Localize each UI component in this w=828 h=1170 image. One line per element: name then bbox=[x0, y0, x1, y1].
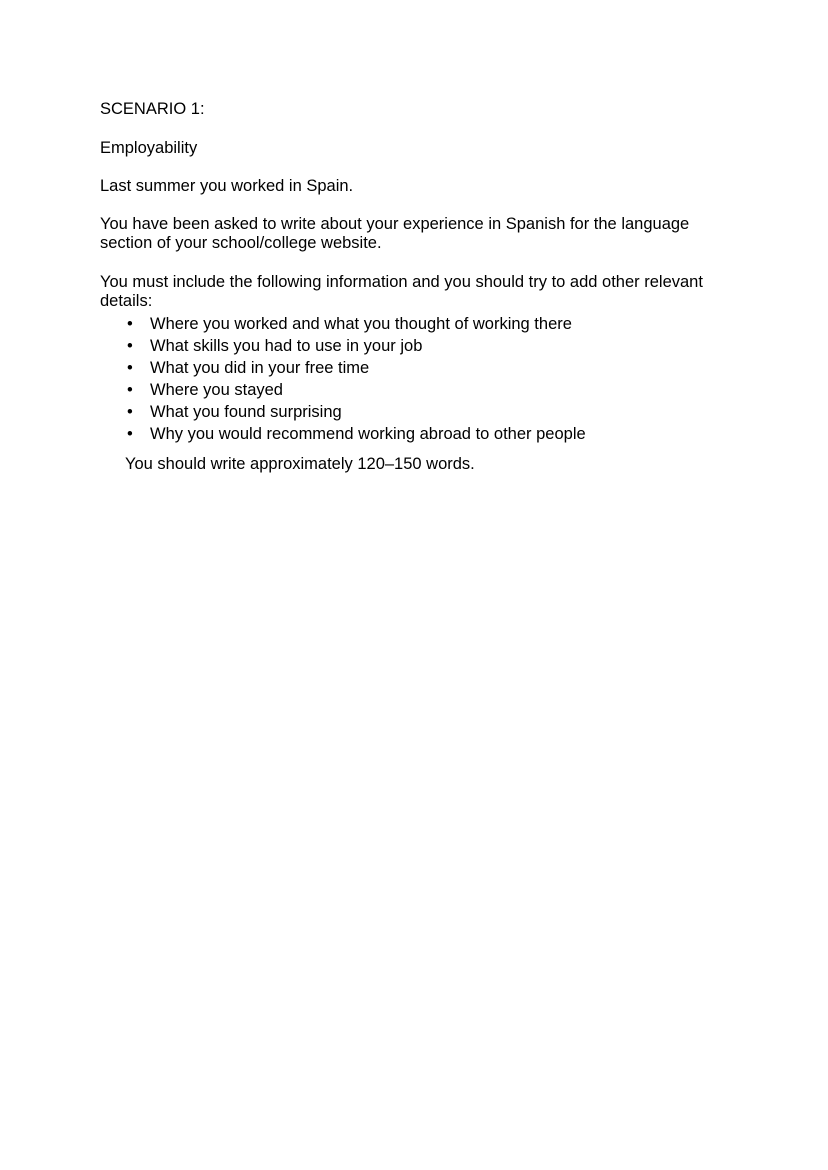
list-item-text: Where you stayed bbox=[150, 381, 283, 399]
list-item bbox=[100, 379, 586, 401]
requirements-list bbox=[100, 313, 586, 445]
task-paragraph bbox=[100, 215, 740, 253]
bullet-icon: • bbox=[127, 381, 133, 399]
intro-text: Last summer you worked in Spain. bbox=[100, 177, 354, 195]
bullet-icon: • bbox=[127, 315, 133, 333]
list-item-text: What skills you had to use in your job bbox=[150, 337, 423, 355]
list-item bbox=[100, 423, 586, 445]
list-item-text: What you did in your free time bbox=[150, 359, 370, 377]
task-line: section of your school/college website. bbox=[100, 234, 382, 252]
list-item-text: What you found surprising bbox=[150, 403, 342, 421]
bullet-icon: • bbox=[127, 403, 133, 421]
list-item bbox=[100, 313, 586, 335]
word-count-instruction: You should write approximately 120–150 words. bbox=[125, 455, 475, 473]
list-item bbox=[100, 401, 586, 423]
scenario-heading: SCENARIO 1: bbox=[100, 100, 205, 118]
list-item-text: Where you worked and what you thought of working there bbox=[150, 315, 572, 333]
bullet-icon: • bbox=[127, 425, 133, 443]
bullet-icon: • bbox=[127, 337, 133, 355]
task-line: You have been asked to write about your experience in Spanish for the language bbox=[100, 215, 690, 233]
requirements-paragraph bbox=[100, 273, 740, 311]
list-item bbox=[100, 357, 586, 379]
requirements-line: You must include the following information and you should try to add other relevant bbox=[100, 273, 703, 291]
topic-title: Employability bbox=[100, 139, 198, 157]
list-item bbox=[100, 335, 586, 357]
list-item-text: Why you would recommend working abroad to other people bbox=[150, 425, 586, 443]
requirements-line: details: bbox=[100, 292, 153, 310]
bullet-icon: • bbox=[127, 359, 133, 377]
